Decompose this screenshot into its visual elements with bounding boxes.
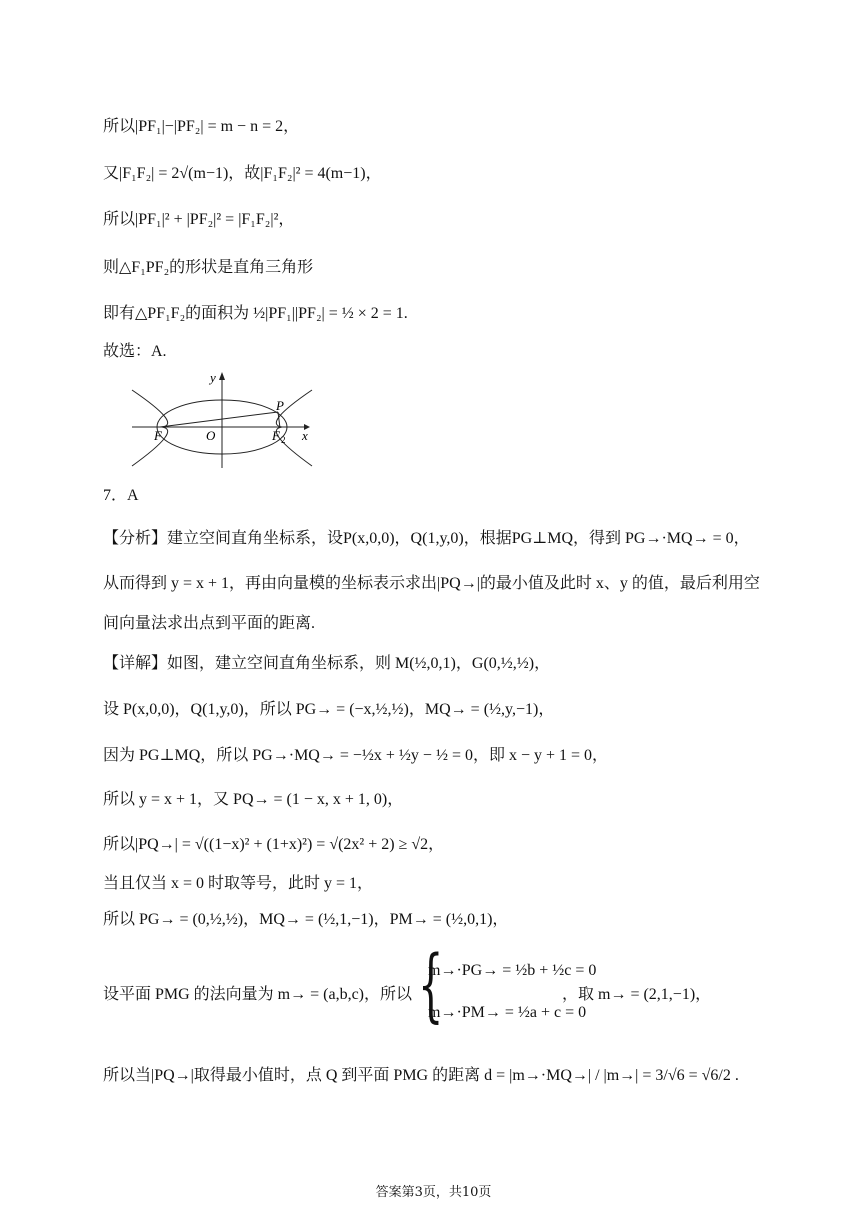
label-f1: F [154,428,162,443]
page-footer: 答案第3页，共10页 [375,1185,492,1200]
detail-line-7: 所以 PG→ = (0,½,½)，MQ→ = (½,1,−1)，PM→ = (½,0,1)， [103,911,509,928]
analysis-line-1: 【分析】建立空间直角坐标系，设P(x,0,0)，Q(1,y,0)，根据PG⊥MQ，得到 PG→·MQ→ = 0， [103,530,750,547]
question-number: 7．A [103,487,139,504]
detail-line-4: 所以 y = x + 1，又 PQ→ = (1 − x, x + 1, 0)， [103,791,404,808]
label-p: P [276,398,284,413]
system-equation-2: m→·PM→ = ½a + c = 0 [428,1004,587,1021]
hyperbola-ellipse-figure [128,368,318,470]
y-axis-arrow [219,372,225,380]
analysis-line-2: 从而得到 y = x + 1，再由向量模的坐标表示求出|PQ→|的最小值及此时 x、y 的值，最后利用空 [103,575,760,592]
text-line-1: 所以|PF₁|−|PF₂| = m − n = 2， [103,118,300,135]
text-line-6: 故选：A. [103,343,167,360]
label-y: y [210,370,216,385]
label-f2-sub: 2 [281,435,286,445]
label-x: x [302,428,308,443]
detail-line-8: 设平面 PMG 的法向量为 m→ = (a,b,c)，所以 [103,986,413,1003]
detail-line-6: 当且仅当 x = 0 时取等号，此时 y = 1， [103,875,374,892]
detail-line-1: 【详解】如图，建立空间直角坐标系，则 M(½,0,1)，G(0,½,½)， [103,655,551,672]
analysis-line-3: 间向量法求出点到平面的距离. [103,615,316,632]
hyperbola-left-branch [132,390,168,466]
system-brace: { [418,938,444,1031]
text-line-5: 即有△PF₁F₂的面积为 ½|PF₁||PF₂| = ½ × 2 = 1. [103,305,408,322]
detail-line-5: 所以|PQ→| = √((1−x)² + (1+x)²) = √(2x² + 2) ≥ √2， [103,836,445,853]
normal-vector-choice: ，取 m→ = (2,1,−1)， [562,986,712,1003]
label-f2: F [272,428,280,443]
text-line-3: 所以|PF₁|² + |PF₂|² = |F₁F₂|²， [103,211,295,228]
text-line-4: 则△F₁PF₂的形状是直角三角形 [103,259,314,276]
detail-line-3: 因为 PG⊥MQ，所以 PG→·MQ→ = −½x + ½y − ½ = 0，即 x − y + 1 = 0， [103,747,609,764]
segment-f1-p [160,412,278,427]
detail-line-2: 设 P(x,0,0)，Q(1,y,0)，所以 PG→ = (−x,½,½)，MQ→ = (½,y,−1)， [103,701,555,718]
detail-line-9: 所以当|PQ→|取得最小值时，点 Q 到平面 PMG 的距离 d = |m→·MQ→| / |m→| = 3/√6 = √6/2 . [103,1067,739,1084]
label-o: O [206,428,216,443]
system-equation-1: m→·PG→ = ½b + ½c = 0 [428,962,597,979]
text-line-2: 又|F₁F₂| = 2√(m−1)，故|F₁F₂|² = 4(m−1)， [103,165,382,182]
